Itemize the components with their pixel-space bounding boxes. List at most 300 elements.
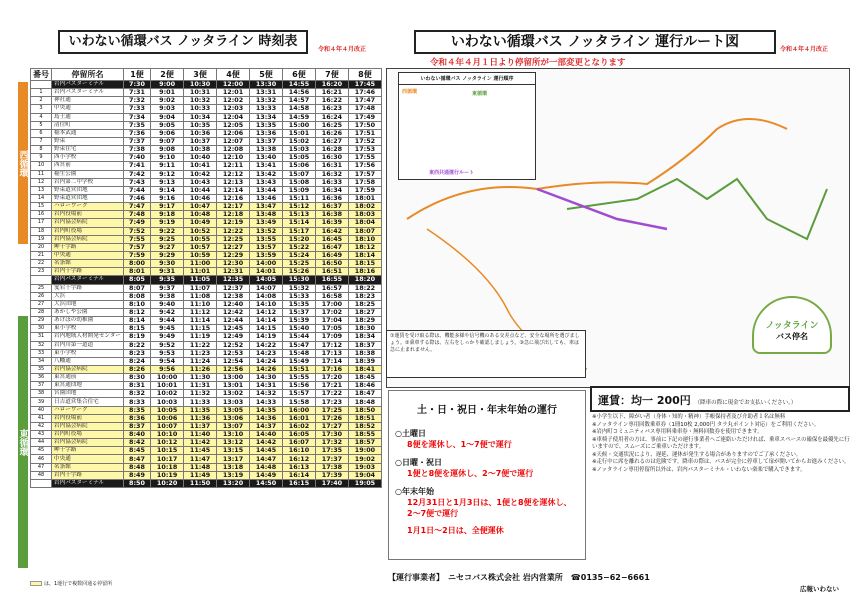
departure-time: 10:32 [184, 97, 217, 105]
departure-time: 9:18 [151, 211, 184, 219]
departure-time: 17:57 [348, 170, 381, 178]
table-row [31, 89, 382, 97]
departure-time: 9:03 [151, 105, 184, 113]
table-row [31, 113, 382, 121]
departure-time: 12:53 [217, 349, 250, 357]
departure-time: 15:48 [282, 349, 315, 357]
table-row [31, 414, 382, 422]
timetable-title: いわない循環バス ノッタライン 時刻表 [58, 30, 308, 54]
departure-time: 10:35 [184, 121, 217, 129]
departure-time: 10:44 [184, 186, 217, 194]
col-header: 停留所名 [52, 69, 124, 81]
revised-label-right: 令和４年４月改正 [780, 46, 829, 53]
departure-time: 18:07 [348, 227, 381, 235]
stop-number: 23 [31, 268, 52, 276]
departure-time: 14:49 [250, 471, 283, 479]
departure-time: 15:07 [282, 170, 315, 178]
departure-time: 14:35 [250, 406, 283, 414]
departure-time: 8:32 [123, 390, 150, 398]
table-row [31, 97, 382, 105]
stop-number: 21 [31, 251, 52, 259]
departure-time: 17:59 [348, 186, 381, 194]
departure-time: 13:40 [250, 154, 283, 162]
table-row [31, 211, 382, 219]
departure-time: 8:19 [123, 333, 150, 341]
stop-name: 宮園団地 [52, 390, 124, 398]
departure-time: 11:40 [184, 431, 217, 439]
table-row [31, 382, 382, 390]
stop-name: 中央通 [52, 251, 124, 259]
departure-time: 9:16 [151, 194, 184, 202]
inset-west: 西循環 [402, 89, 418, 95]
departure-time: 9:30 [151, 260, 184, 268]
departure-time: 9:10 [151, 154, 184, 162]
departure-time: 15:55 [282, 374, 315, 382]
departure-time: 13:42 [250, 170, 283, 178]
departure-time: 18:55 [348, 431, 381, 439]
departure-time: 9:05 [151, 121, 184, 129]
departure-time: 9:00 [151, 81, 184, 89]
departure-time: 12:02 [217, 97, 250, 105]
departure-time: 14:47 [250, 455, 283, 463]
departure-time: 13:41 [250, 162, 283, 170]
stop-number: 49 [31, 479, 52, 487]
departure-time: 16:27 [315, 137, 348, 145]
departure-time: 19:04 [348, 471, 381, 479]
stop-number: 48 [31, 471, 52, 479]
stop-number: 39 [31, 398, 52, 406]
departure-time: 7:40 [123, 154, 150, 162]
stop-name: 岩内町役場 [52, 227, 124, 235]
departure-time: 16:50 [315, 260, 348, 268]
departure-time: 14:57 [282, 97, 315, 105]
departure-time: 12:44 [217, 317, 250, 325]
departure-time: 13:17 [217, 455, 250, 463]
departure-time: 18:48 [348, 398, 381, 406]
departure-time: 8:15 [123, 325, 150, 333]
departure-time: 16:20 [315, 81, 348, 89]
departure-time: 15:49 [282, 357, 315, 365]
departure-time: 7:46 [123, 194, 150, 202]
stop-name: 岩内バスターミナル [52, 479, 124, 487]
departure-time: 18:41 [348, 365, 381, 373]
stop-number: 40 [31, 406, 52, 414]
departure-time: 10:18 [151, 463, 184, 471]
stop-name: 大浜 [52, 292, 124, 300]
departure-time: 14:24 [250, 357, 283, 365]
table-row [31, 390, 382, 398]
stop-number: 28 [31, 308, 52, 316]
departure-time: 10:55 [184, 235, 217, 243]
departure-time: 16:25 [315, 121, 348, 129]
stop-number: 33 [31, 349, 52, 357]
departure-time: 12:56 [217, 365, 250, 373]
stop-number: 26 [31, 292, 52, 300]
departure-time: 12:14 [217, 186, 250, 194]
departure-time: 10:47 [184, 203, 217, 211]
departure-time: 17:55 [348, 154, 381, 162]
departure-time: 12:49 [217, 333, 250, 341]
stop-name: 岩内バスターミナル [52, 276, 124, 284]
departure-time: 9:01 [151, 89, 184, 97]
departure-time: 16:49 [315, 251, 348, 259]
holiday-schedule [388, 390, 586, 560]
departure-time: 10:31 [184, 89, 217, 97]
footer-credit: 広報いわない [800, 585, 839, 593]
departure-time: 9:27 [151, 243, 184, 251]
departure-time: 10:00 [151, 374, 184, 382]
departure-time: 12:18 [217, 211, 250, 219]
stop-name: 稲生公園 [52, 170, 124, 178]
departure-time: 8:00 [123, 260, 150, 268]
departure-time: 17:02 [315, 308, 348, 316]
departure-time: 13:01 [217, 382, 250, 390]
stop-name: ハローワーク [52, 203, 124, 211]
stop-number: 34 [31, 357, 52, 365]
departure-time: 15:25 [282, 260, 315, 268]
departure-time: 16:39 [315, 219, 348, 227]
departure-time: 9:49 [151, 333, 184, 341]
departure-time: 15:01 [282, 129, 315, 137]
stop-name: 大浜団地 [52, 300, 124, 308]
departure-time: 12:01 [217, 89, 250, 97]
departure-time: 10:49 [184, 219, 217, 227]
departure-time: 16:24 [315, 113, 348, 121]
table-row [31, 308, 382, 316]
departure-time: 15:02 [282, 137, 315, 145]
departure-time: 14:32 [250, 390, 283, 398]
departure-time: 13:34 [250, 113, 283, 121]
col-header: 1便 [123, 69, 150, 81]
departure-time: 17:46 [348, 89, 381, 97]
departure-time: 15:44 [282, 333, 315, 341]
table-row [31, 479, 382, 487]
legend-note [30, 580, 112, 587]
departure-time: 11:14 [184, 317, 217, 325]
departure-time: 7:42 [123, 170, 150, 178]
departure-time: 17:04 [315, 317, 348, 325]
departure-time: 12:07 [217, 137, 250, 145]
departure-time: 9:06 [151, 129, 184, 137]
departure-time: 13:52 [250, 227, 283, 235]
departure-time: 10:20 [151, 479, 184, 487]
departure-time: 15:06 [282, 162, 315, 170]
departure-time: 9:53 [151, 349, 184, 357]
col-header: 番号 [31, 69, 52, 81]
stop-number: 13 [31, 186, 52, 194]
departure-time: 9:45 [151, 325, 184, 333]
table-row [31, 398, 382, 406]
departure-time: 18:37 [348, 341, 381, 349]
table-row [31, 349, 382, 357]
departure-time: 12:29 [217, 251, 250, 259]
table-row [31, 170, 382, 178]
stop-number: 41 [31, 414, 52, 422]
departure-time: 16:31 [315, 162, 348, 170]
departure-time: 8:37 [123, 422, 150, 430]
departure-time: 8:47 [123, 455, 150, 463]
departure-time: 19:00 [348, 447, 381, 455]
table-row [31, 227, 382, 235]
departure-time: 16:14 [282, 471, 315, 479]
departure-time: 9:54 [151, 357, 184, 365]
departure-time: 17:47 [348, 97, 381, 105]
departure-time: 17:22 [315, 390, 348, 398]
departure-time: 12:13 [217, 178, 250, 186]
departure-time: 10:30 [184, 81, 217, 89]
departure-time: 9:19 [151, 219, 184, 227]
table-row [31, 463, 382, 471]
safety-rules: ①運賃を受け取る際は、機能多様や信号機のある交差点など、安全な場所を選びましょう。②乗車する際は、左右をしっかり確認しましょう。③急に飛び出しても、車は急に止まれません。 [386, 330, 586, 378]
departure-time: 8:48 [123, 463, 150, 471]
stop-name: 岩内川第一道道 [52, 341, 124, 349]
departure-time: 12:17 [217, 203, 250, 211]
departure-time: 15:03 [282, 146, 315, 154]
table-row [31, 81, 382, 89]
note-item: ※天候・交通状況により、遅延、運休が発生する場合がありますのでご了承ください。 [592, 451, 802, 458]
stop-name: 東小学校 [52, 325, 124, 333]
departure-time: 12:38 [217, 292, 250, 300]
departure-time: 12:08 [217, 146, 250, 154]
departure-time: 14:07 [250, 284, 283, 292]
departure-time: 15:37 [282, 308, 315, 316]
fare-sub: （降車の際に現金でお支払いください。） [694, 400, 797, 406]
departure-time: 18:03 [348, 211, 381, 219]
table-row [31, 194, 382, 202]
saturday-label: ○土曜日 [395, 429, 426, 438]
departure-time: 17:30 [315, 431, 348, 439]
departure-time: 13:32 [250, 97, 283, 105]
departure-time: 14:23 [250, 349, 283, 357]
departure-time: 14:14 [250, 317, 283, 325]
departure-time: 11:08 [184, 292, 217, 300]
stop-number: 31 [31, 333, 52, 341]
departure-time: 18:45 [348, 374, 381, 382]
departure-time: 9:52 [151, 341, 184, 349]
table-row [31, 374, 382, 382]
departure-time: 15:51 [282, 365, 315, 373]
newyear-text-2: 1月1日〜2日は、全便運休 [407, 526, 504, 535]
departure-time: 11:45 [184, 447, 217, 455]
stop-number: 29 [31, 317, 52, 325]
stop-number: 8 [31, 146, 52, 154]
note-item: ※小学生以下、障がい者（身体・知的・精神）手帳保持者及び介助者１名は無料 [592, 414, 786, 420]
table-row [31, 333, 382, 341]
table-row [31, 121, 382, 129]
departure-time: 18:46 [348, 382, 381, 390]
departure-time: 12:05 [217, 121, 250, 129]
departure-time: 11:07 [184, 284, 217, 292]
table-row [31, 406, 382, 414]
departure-time: 14:08 [250, 292, 283, 300]
col-header: 8便 [348, 69, 381, 81]
departure-time: 7:48 [123, 211, 150, 219]
departure-time: 16:01 [282, 414, 315, 422]
departure-time: 11:30 [184, 374, 217, 382]
departure-time: 17:26 [315, 414, 348, 422]
departure-time: 16:07 [282, 439, 315, 447]
stop-name: 野束住宅 [52, 146, 124, 154]
departure-time: 15:56 [282, 382, 315, 390]
departure-time: 16:57 [315, 284, 348, 292]
stop-number: 35 [31, 365, 52, 373]
stop-name: 東小学校 [52, 349, 124, 357]
departure-time: 16:38 [315, 211, 348, 219]
timetable [30, 68, 382, 488]
departure-time: 12:03 [217, 105, 250, 113]
departure-time: 14:30 [250, 374, 283, 382]
departure-time: 8:10 [123, 300, 150, 308]
departure-time: 11:26 [184, 365, 217, 373]
stop-number: 25 [31, 284, 52, 292]
departure-time: 19:03 [348, 463, 381, 471]
table-row [31, 455, 382, 463]
departure-time: 16:13 [282, 463, 315, 471]
table-row [31, 357, 382, 365]
departure-time: 13:03 [217, 398, 250, 406]
stop-number: 18 [31, 227, 52, 235]
departure-time: 15:26 [282, 268, 315, 276]
departure-time: 11:24 [184, 357, 217, 365]
table-row [31, 276, 382, 284]
inset-east: 東循環 [472, 91, 488, 97]
departure-time: 11:48 [184, 463, 217, 471]
departure-time: 13:10 [217, 431, 250, 439]
stop-name: 稲本武通 [52, 129, 124, 137]
stop-number: 15 [31, 203, 52, 211]
departure-time: 12:37 [217, 284, 250, 292]
departure-time: 14:00 [250, 260, 283, 268]
departure-time: 15:35 [282, 300, 315, 308]
departure-time: 15:05 [282, 154, 315, 162]
saturday-text: 8便を運休し、1〜7便で運行 [407, 440, 512, 449]
departure-time: 16:23 [315, 105, 348, 113]
departure-time: 9:40 [151, 300, 184, 308]
departure-time: 12:30 [217, 260, 250, 268]
departure-time: 11:50 [184, 479, 217, 487]
departure-time: 10:48 [184, 211, 217, 219]
departure-time: 10:42 [184, 170, 217, 178]
departure-time: 14:31 [250, 382, 283, 390]
departure-time: 8:05 [123, 276, 150, 284]
departure-time: 13:19 [217, 471, 250, 479]
stop-name: 日吉道営集合住宅 [52, 398, 124, 406]
departure-time: 11:05 [184, 276, 217, 284]
stop-number: 44 [31, 439, 52, 447]
departure-time: 18:15 [348, 260, 381, 268]
departure-time: 18:39 [348, 357, 381, 365]
departure-time: 12:52 [217, 341, 250, 349]
departure-time: 18:51 [348, 414, 381, 422]
departure-time: 10:12 [151, 439, 184, 447]
departure-time: 16:32 [315, 170, 348, 178]
departure-time: 13:35 [250, 121, 283, 129]
stop-name: 中央通 [52, 105, 124, 113]
departure-time: 17:12 [315, 341, 348, 349]
departure-time: 15:24 [282, 251, 315, 259]
departure-time: 10:17 [151, 455, 184, 463]
departure-time: 17:05 [315, 325, 348, 333]
stop-number: 38 [31, 390, 52, 398]
departure-time: 15:14 [282, 219, 315, 227]
departure-time: 14:59 [282, 113, 315, 121]
stop-name: 八幡通 [52, 357, 124, 365]
departure-time: 14:36 [250, 414, 283, 422]
departure-time: 13:31 [250, 89, 283, 97]
departure-time: 10:03 [151, 398, 184, 406]
departure-time: 15:47 [282, 341, 315, 349]
departure-time: 8:01 [123, 268, 150, 276]
note-item: ※走行中に席を離れるのは危険です。降車の際は、バスが完全に停車して扉が開いてからお進みください。 [592, 459, 850, 465]
departure-time: 8:12 [123, 308, 150, 316]
departure-time: 17:21 [315, 382, 348, 390]
table-row [31, 235, 382, 243]
stop-name: 中央通 [52, 455, 124, 463]
inset-title: いわない循環バス ノッタライン 運行順序 [399, 73, 535, 85]
table-row [31, 284, 382, 292]
stop-number: 37 [31, 382, 52, 390]
departure-time: 18:50 [348, 406, 381, 414]
departure-time: 7:44 [123, 186, 150, 194]
badge-stop-name: バス停名 [776, 332, 808, 341]
departure-time: 14:42 [250, 439, 283, 447]
departure-time: 11:32 [184, 390, 217, 398]
stop-number: 36 [31, 374, 52, 382]
departure-time: 17:09 [315, 333, 348, 341]
departure-time: 13:15 [217, 447, 250, 455]
table-row [31, 154, 382, 162]
departure-time: 12:16 [217, 194, 250, 202]
departure-time: 18:22 [348, 284, 381, 292]
departure-time: 13:48 [250, 211, 283, 219]
departure-time: 9:17 [151, 203, 184, 211]
departure-time: 14:22 [250, 341, 283, 349]
note-item: ※ノッタライン専用停留所以外は、岩内バスターミナル・いわない楽楽で購入できます。 [592, 466, 806, 473]
departure-time: 16:33 [315, 178, 348, 186]
stop-name: 岩内バスターミナル [52, 81, 124, 89]
table-row [31, 219, 382, 227]
stop-number: 7 [31, 137, 52, 145]
departure-time: 16:28 [315, 146, 348, 154]
departure-time: 13:33 [250, 105, 283, 113]
departure-time: 17:38 [315, 463, 348, 471]
stop-number: 2 [31, 97, 52, 105]
stop-number: 17 [31, 219, 52, 227]
stop-name: 岩内協会病院 [52, 422, 124, 430]
departure-time: 17:56 [348, 162, 381, 170]
stop-number: 12 [31, 178, 52, 186]
table-row [31, 260, 382, 268]
departure-time: 12:22 [217, 227, 250, 235]
departure-time: 13:55 [250, 235, 283, 243]
departure-time: 13:05 [217, 406, 250, 414]
departure-time: 7:47 [123, 203, 150, 211]
departure-time: 16:00 [282, 406, 315, 414]
table-row [31, 439, 382, 447]
table-row [31, 146, 382, 154]
stop-number: 42 [31, 422, 52, 430]
stop-number: 1 [31, 89, 52, 97]
stop-name: あけぼの幼稚園 [52, 317, 124, 325]
departure-time: 16:37 [315, 203, 348, 211]
departure-time: 10:57 [184, 243, 217, 251]
departure-time: 10:36 [184, 129, 217, 137]
stop-name: 岩内十字路 [52, 268, 124, 276]
stop-number: 19 [31, 235, 52, 243]
newyear-text: 12月31日と1月3日は、1便と8便を運休し、2〜7便で運行 [407, 498, 572, 518]
departure-time: 15:32 [282, 284, 315, 292]
departure-time: 7:57 [123, 243, 150, 251]
